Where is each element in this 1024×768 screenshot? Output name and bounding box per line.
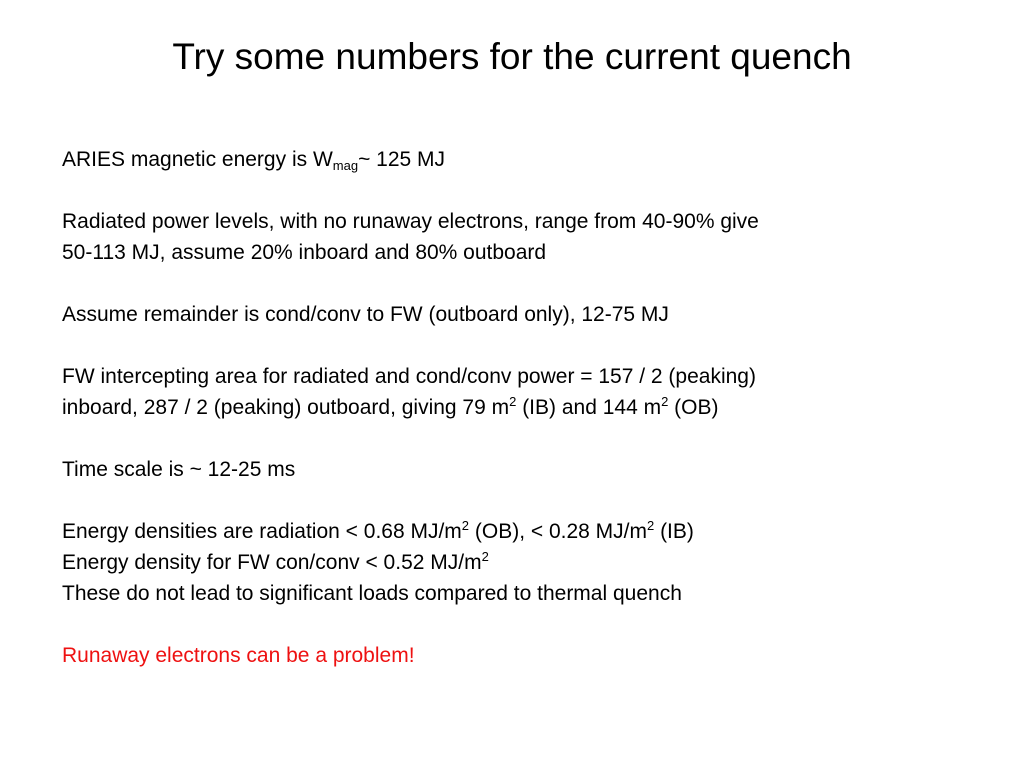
spacer	[62, 175, 962, 206]
superscript-2: 2	[509, 394, 517, 409]
energy-densities-text-c: (IB)	[654, 520, 694, 543]
radiated-power-line-2: 50-113 MJ, assume 20% inboard and 80% outboard	[62, 241, 547, 264]
magnetic-energy-text: ARIES magnetic energy is W	[62, 148, 333, 171]
energy-densities-text-b: (OB), < 0.28 MJ/m	[469, 520, 647, 543]
remainder-line: Assume remainder is cond/conv to FW (outboard only), 12-75 MJ	[62, 303, 669, 326]
fw-energy-density-text: Energy density for FW con/conv < 0.52 MJ/m	[62, 551, 482, 574]
magnetic-energy-value: ~ 125 MJ	[358, 148, 446, 171]
magnetic-energy-line	[62, 144, 962, 175]
slide-title: Try some numbers for the current quench	[172, 36, 852, 77]
spacer	[62, 609, 962, 640]
spacer	[62, 485, 962, 516]
fw-area-text-b: (IB) and 144 m	[516, 396, 662, 419]
energy-densities-line	[62, 516, 962, 547]
fw-area-text-c: (OB)	[668, 396, 719, 419]
loads-line: These do not lead to significant loads compared to thermal quench	[62, 582, 682, 605]
spacer	[62, 330, 962, 361]
spacer	[62, 423, 962, 454]
superscript-2: 2	[461, 518, 470, 533]
fw-area-line-1: FW intercepting area for radiated and cond/conv power = 157 / 2 (peaking)	[62, 365, 756, 388]
superscript-2: 2	[661, 394, 669, 409]
time-scale-line: Time scale is ~ 12-25 ms	[62, 458, 296, 481]
mag-subscript: mag	[332, 158, 359, 173]
slide-body	[62, 144, 962, 671]
runaway-warning: Runaway electrons can be a problem!	[62, 644, 415, 667]
fw-energy-density-line	[62, 547, 962, 578]
fw-area-text-a: inboard, 287 / 2 (peaking) outboard, giving 79 m	[62, 396, 510, 419]
energy-densities-text-a: Energy densities are radiation < 0.68 MJ/m	[62, 520, 462, 543]
fw-area-line-2	[62, 392, 962, 423]
superscript-2: 2	[481, 549, 489, 564]
superscript-2: 2	[647, 518, 655, 533]
spacer	[62, 268, 962, 299]
radiated-power-line-1: Radiated power levels, with no runaway electrons, range from 40-90% give	[62, 210, 759, 233]
